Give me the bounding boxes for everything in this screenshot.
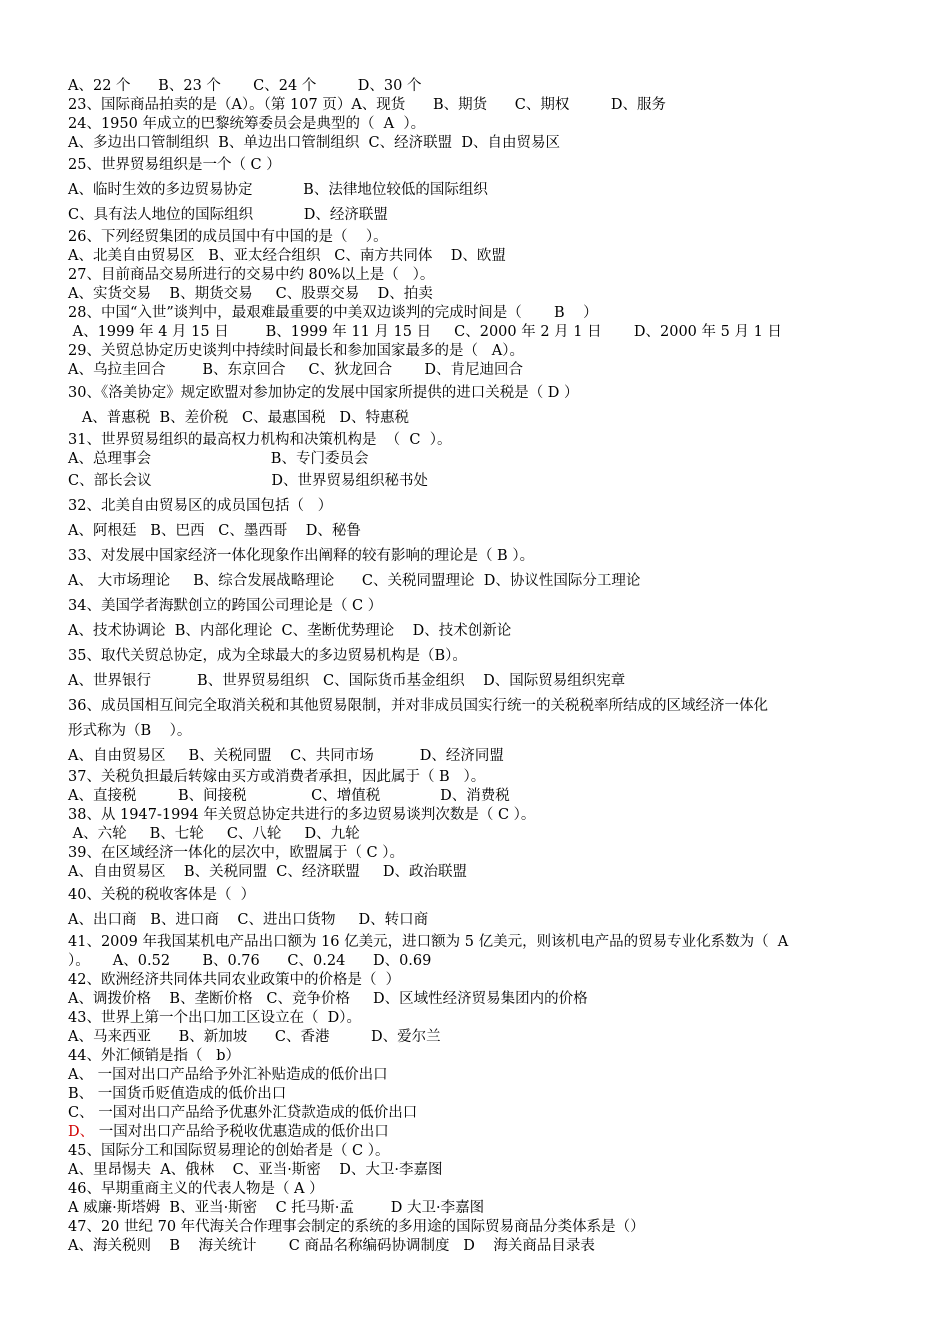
- question-37: 37、关税负担最后转嫁由买方或消费者承担，因此属于（ B ）。: [68, 769, 486, 785]
- question-33: 33、对发展中国家经济一体化现象作出阐释的较有影响的理论是（ B ）。: [68, 548, 535, 564]
- question-46: 46、早期重商主义的代表人物是（ A ）: [68, 1181, 324, 1197]
- question-32: 32、北美自由贸易区的成员国包括（ ）: [68, 498, 333, 514]
- question-42: 42、欧洲经济共同体共同农业政策中的价格是（ ）: [68, 972, 401, 988]
- answer-options: A、世界银行 B、世界贸易组织 C、国际货币基金组织 D、国际贸易组织宪章: [68, 673, 626, 689]
- answer-options: A、乌拉圭回合 B、东京回合 C、狄龙回合 D、肯尼迪回合: [68, 362, 524, 378]
- question-30: 30、《洛美协定》规定欧盟对参加协定的发展中国家所提供的进口关税是（ D ）: [68, 385, 579, 401]
- answer-options: ）。 A、0.52 B、0.76 C、0.24 D、0.69: [68, 953, 432, 969]
- answer-options: A、出口商 B、进口商 C、进出口货物 D、转口商: [68, 912, 429, 928]
- option-d-text: 一国对出口产品给予税收优惠造成的低价出口: [94, 1124, 389, 1140]
- question-31: 31、世界贸易组织的最高权力机构和决策机构是 （ C ）。: [68, 432, 452, 448]
- answer-options: A、北美自由贸易区 B、亚太经合组织 C、南方共同体 D、欧盟: [68, 248, 506, 264]
- answer-options: A、 大市场理论 B、综合发展战略理论 C、关税同盟理论 D、协议性国际分工理论: [68, 573, 641, 589]
- answer-options: A、多边出口管制组织 B、单边出口管制组织 C、经济联盟 D、自由贸易区: [68, 135, 560, 151]
- question-45: 45、国际分工和国际贸易理论的创始者是（ C ）。: [68, 1143, 390, 1159]
- answer-options: C、具有法人地位的国际组织 D、经济联盟: [68, 207, 388, 223]
- answer-options: A、实货交易 B、期货交易 C、股票交易 D、拍卖: [68, 286, 433, 302]
- answer-option-a: A、 一国对出口产品给予外汇补贴造成的低价出口: [68, 1067, 388, 1083]
- answer-options: A、马来西亚 B、新加坡 C、香港 D、爱尔兰: [68, 1029, 441, 1045]
- text-line: A、22 个 B、23 个 C、24 个 D、30 个: [68, 78, 422, 94]
- question-28: 28、中国“入世”谈判中，最艰难最重要的中美双边谈判的完成时间是（ B ）: [68, 305, 598, 321]
- option-d-marker: D、: [68, 1124, 95, 1140]
- question-44: 44、外汇倾销是指（ b）: [68, 1048, 241, 1064]
- question-38: 38、从 1947-1994 年关贸总协定共进行的多边贸易谈判次数是（ C ）。: [68, 807, 536, 823]
- question-23: 23、国际商品拍卖的是（A）。（第 107 页）A、现货 B、期货 C、期权 D、服务: [68, 97, 666, 113]
- question-36-continued: 形式称为（B ）。: [68, 723, 192, 739]
- question-34: 34、美国学者海默创立的跨国公司理论是（ C ）: [68, 598, 383, 614]
- answer-options: A、海关税则 B 海关统计 C 商品名称编码协调制度 D 海关商品目录表: [68, 1238, 595, 1254]
- answer-options: A、临时生效的多边贸易协定 B、法律地位较低的国际组织: [68, 182, 488, 198]
- question-26: 26、下列经贸集团的成员国中有中国的是（ ）。: [68, 229, 388, 245]
- question-29: 29、关贸总协定历史谈判中持续时间最长和参加国家最多的是（ A）。: [68, 343, 524, 359]
- answer-options: A、1999 年 4 月 15 日 B、1999 年 11 月 15 日 C、2000 年 2 月 1 日 D、2000 年 5 月 1 日: [68, 324, 782, 340]
- question-43: 43、世界上第一个出口加工区设立在（ D）。: [68, 1010, 362, 1026]
- answer-options: A、调拨价格 B、垄断价格 C、竞争价格 D、区域性经济贸易集团内的价格: [68, 991, 588, 1007]
- answer-option-b: B、 一国货币贬值造成的低价出口: [68, 1086, 287, 1102]
- question-36: 36、成员国相互间完全取消关税和其他贸易限制，并对非成员国实行统一的关税税率所结成的区域经济一体化: [68, 698, 768, 714]
- question-47: 47、20 世纪 70 年代海关合作理事会制定的系统的多用途的国际贸易商品分类体系是（）: [68, 1219, 645, 1235]
- answer-options: A、普惠税 B、差价税 C、最惠国税 D、特惠税: [68, 410, 410, 426]
- question-27: 27、目前商品交易所进行的交易中约 80%以上是（ ）。: [68, 267, 435, 283]
- answer-options: A、技术协调论 B、内部化理论 C、垄断优势理论 D、技术创新论: [68, 623, 512, 639]
- question-25: 25、世界贸易组织是一个（ C ）: [68, 157, 281, 173]
- answer-options: A、直接税 B、间接税 C、增值税 D、消费税: [68, 788, 510, 804]
- question-40: 40、关税的税收客体是（ ）: [68, 887, 256, 903]
- question-39: 39、在区域经济一体化的层次中，欧盟属于（ C ）。: [68, 845, 405, 861]
- answer-options: A、六轮 B、七轮 C、八轮 D、九轮: [68, 826, 360, 842]
- answer-option-c: C、 一国对出口产品给予优惠外汇贷款造成的低价出口: [68, 1105, 418, 1121]
- answer-options: C、部长会议 D、世界贸易组织秘书处: [68, 473, 429, 489]
- answer-options: A、自由贸易区 B、关税同盟 C、共同市场 D、经济同盟: [68, 748, 504, 764]
- question-35: 35、取代关贸总协定，成为全球最大的多边贸易机构是（B）。: [68, 648, 467, 664]
- answer-options: A、总理事会 B、专门委员会: [68, 451, 369, 467]
- answer-options: A、里昂惕夫 A、俄林 C、亚当·斯密 D、大卫·李嘉图: [68, 1162, 443, 1178]
- question-24: 24、1950 年成立的巴黎统筹委员会是典型的（ A ）。: [68, 116, 426, 132]
- question-41: 41、2009 年我国某机电产品出口额为 16 亿美元，进口额为 5 亿美元，则该机电产品的贸易专业化系数为（ A: [68, 934, 789, 950]
- answer-options: A、阿根廷 B、巴西 C、墨西哥 D、秘鲁: [68, 523, 361, 539]
- answer-options: A、自由贸易区 B、关税同盟 C、经济联盟 D、政治联盟: [68, 864, 468, 880]
- answer-option-d: [68, 1123, 389, 1142]
- answer-options: A 威廉·斯塔姆 B、亚当·斯密 C 托马斯·孟 D 大卫·李嘉图: [68, 1200, 485, 1216]
